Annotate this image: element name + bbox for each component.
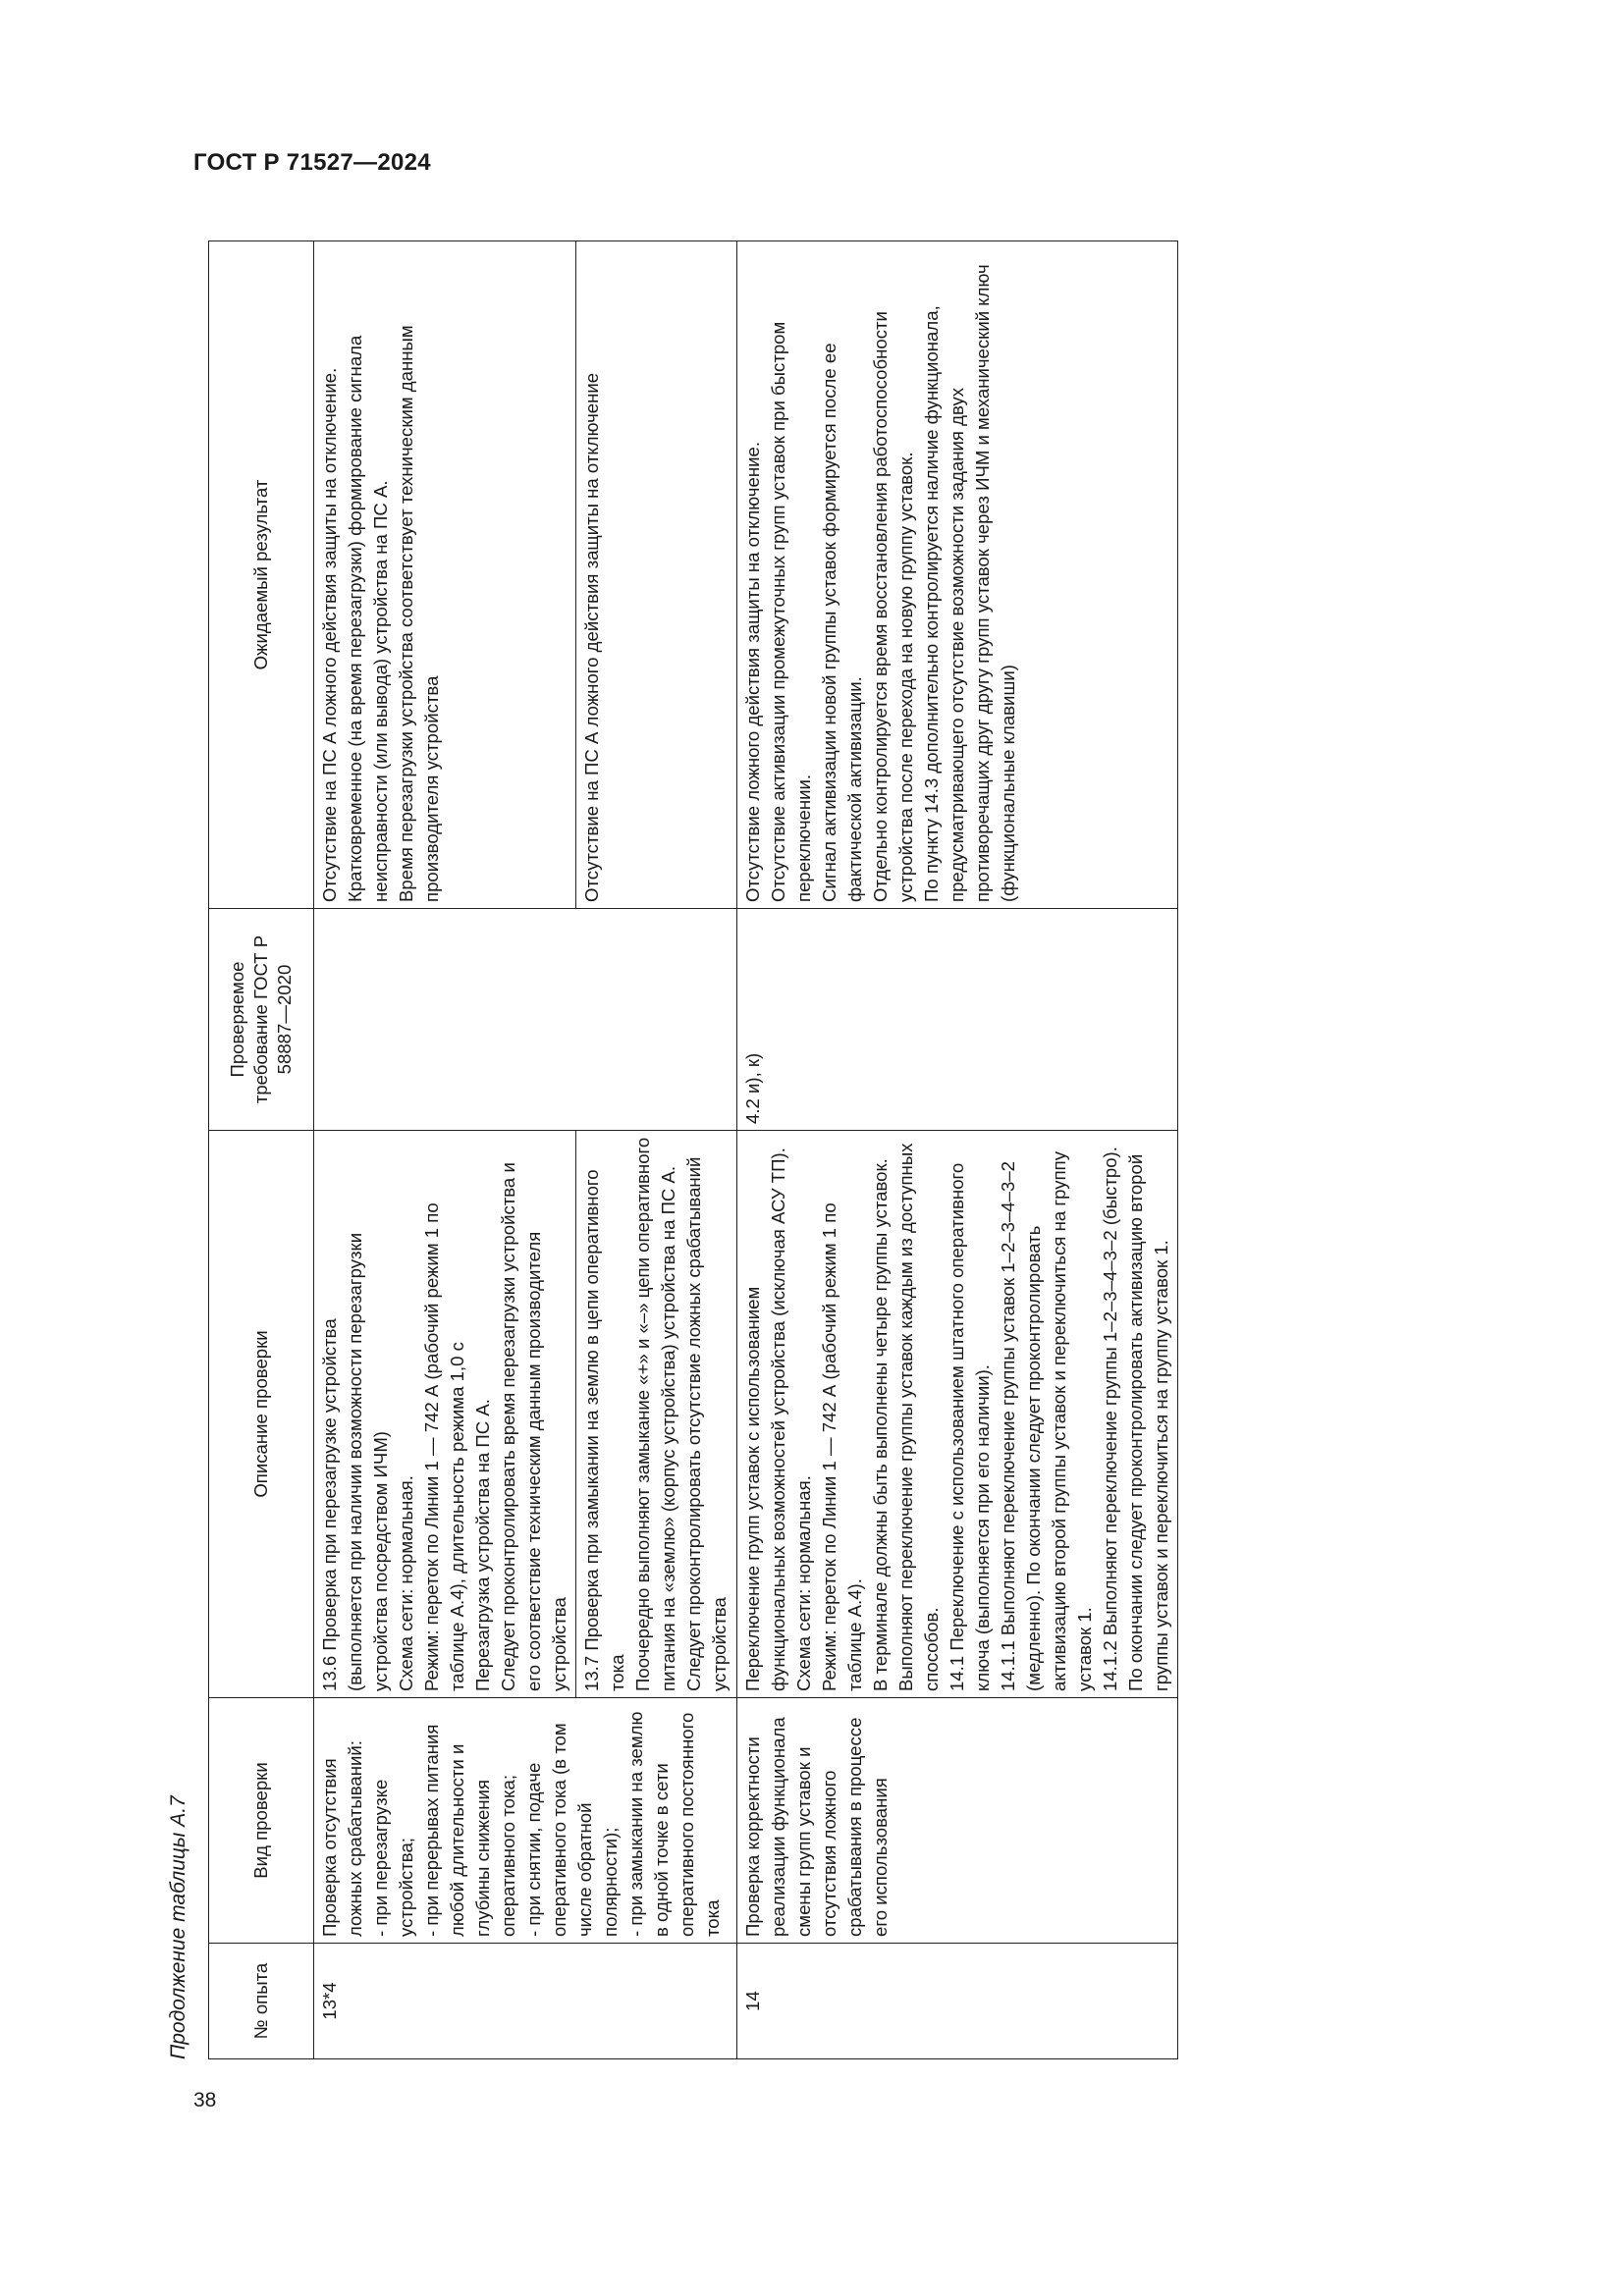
- description-line: Схема сети: нормальная.: [396, 1475, 417, 1691]
- test-number: 13*4: [319, 1982, 340, 2020]
- description-line: Поочередно выполняют замыкание «+» и «–» цепи оперативного питания на «землю» (корпус устройства) устройства на ПС А.: [632, 1137, 679, 1691]
- description-line: 14.1.1 Выполняют переключение группы уставок 1–2–3–4–3–2 (медленно). По окончании следует проконтролировать активизацию второй группы уставок и переключиться на группу уставок 1.: [997, 1150, 1095, 1691]
- result-line: Отсутствие на ПС А ложного действия защиты на отключение.: [319, 367, 340, 902]
- description-line: Переключение групп уставок с использованием функциональных возможностей устройства (исключая АСУ ТП).: [741, 1148, 788, 1691]
- table-header-row: [209, 241, 314, 2059]
- check-description-cell: [736, 1131, 1178, 1698]
- result-line: По пункту 14.3 дополнительно контролируется наличие функционала, предусматривающего отсутствие возможности задания двух противоречащих друг другу групп уставок через ИЧМ и механический ключ (функциональные клавиши): [920, 264, 1018, 902]
- result-line: Сигнал активизации новой группы уставок формируется после ее фактической активизации.: [818, 343, 865, 902]
- header-expected-result: Ожидаемый результат: [209, 241, 314, 909]
- description-line: Следует проконтролировать отсутствие ложных срабатываний устройства: [683, 1156, 731, 1691]
- test-number-cell: [314, 1944, 737, 2059]
- check-type-line: - при перерывах питания любой длительности и глубины снижения оперативного тока;: [421, 1724, 519, 1937]
- result-line: Кратковременное (на время перезагрузки) формирование сигнала неисправности (или вывода) устройства на ПС А.: [345, 335, 392, 902]
- expected-result-cell: [736, 241, 1178, 909]
- result-line: Отсутствие на ПС А ложного действия защиты на отключение: [581, 372, 603, 902]
- result-line: Отсутствие ложного действия защиты на отключение.: [741, 441, 763, 902]
- header-test-number: № опыта: [209, 1944, 314, 2059]
- description-line: Режим: переток по Линии 1 — 742 А (рабочий режим 1 по таблице А.4).: [818, 1202, 865, 1691]
- result-line: Отдельно контролируется время восстановления работоспособности устройства после перехода на новую группу уставок.: [869, 311, 916, 902]
- description-line: 14.1.2 Выполняют переключение группы 1–2–3–4–3–2 (быстро). По окончании следует проконтролировать активизацию второй группы уставок и переключиться на группу уставок 1.: [1099, 1147, 1171, 1691]
- check-type-line: Проверка корректности реализации функционала смены групп уставок и отсутствия ложного срабатывания в процессе его использования: [741, 1717, 891, 1937]
- test-number-cell: [736, 1944, 1178, 2059]
- header-check-description: Описание проверки: [209, 1131, 314, 1698]
- description-line: 13.6 Проверка при перезагрузке устройства: [319, 1318, 340, 1691]
- check-type-line: - при замыкании на землю в одной точке в сети оперативного постоянного тока: [625, 1711, 724, 1937]
- test-number: 14: [741, 1991, 763, 2011]
- test-table: [208, 240, 1178, 2059]
- description-line: Перезагрузка устройства на ПС А.: [472, 1399, 494, 1691]
- description-line: В терминале должны быть выполнены четыре группы уставок.: [869, 1158, 891, 1691]
- result-line: Отсутствие активизации промежуточных групп уставок при быстром переключении.: [767, 321, 814, 902]
- table-row: [314, 241, 576, 2059]
- page-number: 38: [193, 2089, 217, 2111]
- table-caption: Продолжение таблицы А.7: [167, 1795, 189, 2059]
- expected-result-cell: [314, 241, 576, 909]
- check-type-line: - при снятии, подаче оперативного тока (в том числе обратной полярности);: [523, 1723, 622, 1937]
- table-row: [736, 241, 1178, 2059]
- rotated-table-sheet: [167, 205, 1473, 2089]
- check-type-cell: [314, 1698, 737, 1944]
- document-code: ГОСТ Р 71527—2024: [193, 149, 431, 176]
- expected-result-cell: [576, 241, 736, 909]
- description-line: Схема сети: нормальная.: [792, 1475, 814, 1691]
- header-requirement: Проверяемое требование ГОСТ Р 58887—2020: [209, 909, 314, 1131]
- check-description-cell: [314, 1131, 576, 1698]
- description-line: Режим: переток по Линии 1 — 742 А (рабочий режим 1 по таблице А.4), длительность режима 1,0 с: [421, 1202, 468, 1691]
- requirement-cell: [314, 909, 737, 1131]
- check-type-line: Проверка отсутствия ложных срабатываний:: [319, 1740, 366, 1937]
- check-description-cell: [576, 1131, 736, 1698]
- header-check-type: Вид проверки: [209, 1698, 314, 1944]
- description-line: (выполняется при наличии возможности перезагрузки устройства посредством ИЧМ): [345, 1232, 392, 1691]
- requirement-text: 4.2 и), к): [741, 1052, 763, 1124]
- description-line: 13.7 Проверка при замыкании на землю в цепи оперативного тока: [581, 1169, 628, 1691]
- description-line: Выполняют переключение группы уставок каждым из доступных способов.: [894, 1143, 942, 1691]
- check-type-line: - при перезагрузке устройства;: [370, 1779, 417, 1937]
- check-type-cell: [736, 1698, 1178, 1944]
- requirement-cell: [736, 909, 1178, 1131]
- description-line: Следует проконтролировать время перезагрузки устройства и его соответствие техническим данным производителя устройства: [498, 1162, 570, 1691]
- description-line: 14.1 Переключение с использованием штатного оперативного ключа (выполняется при его наличии).: [946, 1162, 993, 1691]
- result-line: Время перезагрузки устройства соответствует техническим данным производителя устройства: [396, 325, 443, 902]
